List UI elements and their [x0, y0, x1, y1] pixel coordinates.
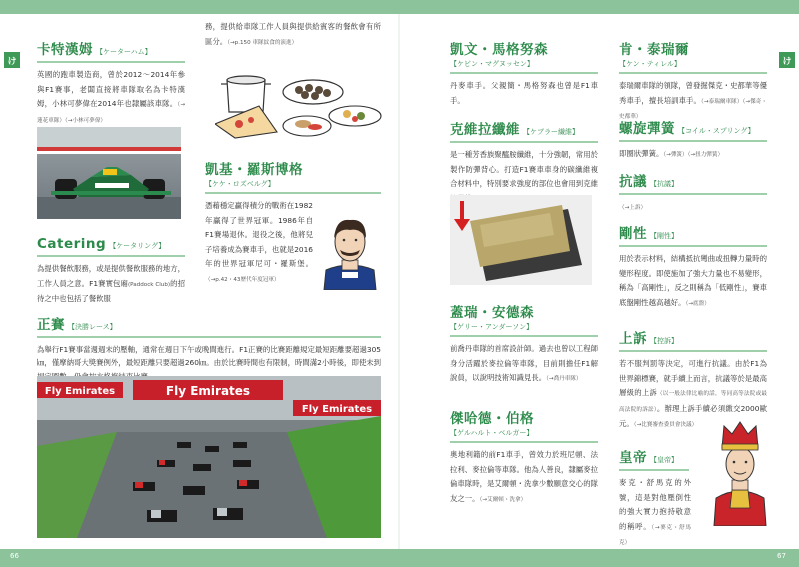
entry-title: 抗議 【抗議】 — [619, 174, 678, 190]
entry-body: （→上訴） — [619, 205, 647, 211]
kevlar-fiber-photo — [450, 195, 592, 285]
entry-catering-continued — [205, 20, 381, 50]
entry-body: 若不服判罰等決定，可進行抗議。由於F1為世界錦標賽，就手續上而言，抗議等於是最高層級的上訴（以一般法律比喻的話，等同高等法院或最高法院的訴訟）。辦理上訴手續必須繳交2000歐元。（→比賽審查委員會決議） — [619, 359, 768, 429]
title-rule — [450, 441, 598, 443]
entry-coil-spring — [619, 117, 767, 163]
entry-rigidity — [619, 222, 767, 311]
entry-body: 是一種芳香族聚醯胺纖維，十分強韌，常用於製作防彈背心。打造F1賽車車身的碳纖維複合材料中，特別要求強度的部位也會用到克維 — [450, 150, 598, 189]
top-color-band — [0, 0, 799, 14]
entry-title: 上訴 【控訴】 — [619, 331, 678, 347]
entry-body: 務，提供給車隊工作人員與提供給賓客的餐飲會有所區分。（→p.150 車隊紋食的演進） — [205, 22, 381, 46]
catering-food-illustration — [215, 62, 383, 140]
bottom-color-band — [0, 549, 799, 567]
title-rule — [37, 255, 185, 257]
entry-body: 丹麥車手。父親簡・馬格努森也曾是F1車手。 — [450, 81, 598, 105]
title-rule — [619, 140, 767, 142]
index-tab-right: け — [779, 52, 795, 68]
entry-title: 皇帝 【皇帝】 — [619, 450, 678, 466]
entry-title: 凱基・羅斯博格 — [205, 162, 303, 178]
entry-gerhard-berger — [450, 407, 598, 507]
title-rule — [450, 141, 598, 143]
page-gutter — [398, 14, 400, 549]
page-number-right: 67 — [777, 552, 786, 560]
entry-title: 肯・泰瑞爾 — [619, 42, 689, 58]
title-rule — [205, 192, 381, 194]
entry-title: 正賽 【決勝レース】 — [37, 317, 117, 333]
banner-left-text: Fly Emirates — [44, 386, 116, 397]
entry-subtitle: 【ケン・ティレル】 — [619, 60, 681, 68]
entry-body: 泰瑞爾車隊的領隊，曾發掘傑克・史都華等優秀車手，擅長培訓車手。（→泰瑞爾車隊）（→傑奇・史都華） — [619, 81, 767, 121]
entry-title: 傑哈德・伯格 — [450, 411, 534, 427]
entry-subtitle: 【ケケ・ロズベルグ】 — [205, 180, 275, 188]
entry-body: 英國的跑車製造商，曾於2012～2014年參與F1賽事，老闆直接將車隊取名為卡特漢姆，小林可夢偉在2014年也隸屬該車隊。（→蓮花車隊）（→小林可夢偉） — [37, 70, 186, 124]
entry-body: 麥克・舒馬克的外號，這是對他壓倒性的強大實力抱持敬意的稱呼。（→麥克・舒馬克） — [619, 478, 691, 547]
entry-kevlar-fiber — [450, 118, 598, 207]
entry-subtitle: 【ゲリー・アンダーソン】 — [450, 323, 534, 331]
entry-protest — [619, 170, 767, 216]
entry-body: 用於表示材料，結構抵抗彎曲或扭轉力量時的變形程度。即使施加了強大力量也不易變形，稱為「高剛性」，反之則稱為「低剛性」，賽車底盤剛性越高越好。（→底盤） — [619, 254, 767, 307]
title-rule — [619, 193, 767, 195]
entry-body: 即圈狀彈簧。（→彈簧）（→扭力彈簧） — [619, 149, 724, 158]
entry-body: 奧地利籍的前F1車手，曾效力於班尼頓、法拉利、麥拉倫等車隊。他為人善良，隸屬麥拉倫車隊時，是艾爾頓・洗拿少數願意交心的隊友之一。（→艾爾頓・洗拿） — [450, 450, 598, 503]
entry-body: 憑藉穩定贏得積分的戰術在1982年贏得了世界冠軍。1986年自F1賽場退休。退役之後，他將兒子培養成為賽車手，也就是2016年的世界冠軍尼可・羅斯堡。（→p.42・43歷代年度冠軍） — [205, 201, 313, 283]
entry-title: 卡特漢姆 【ケーターハム】 — [37, 42, 152, 58]
entry-grand-prix-race — [37, 313, 381, 383]
entry-subtitle: 【ケビン・マグヌッセン】 — [450, 60, 534, 68]
entry-title: 蓋瑞・安德森 — [450, 305, 534, 321]
page-number-left: 66 — [10, 552, 19, 560]
title-rule — [450, 335, 598, 337]
race-start-photo — [37, 376, 381, 538]
title-rule — [619, 469, 689, 471]
title-rule — [450, 72, 598, 74]
entry-title: 螺旋彈簧 【コイル・スプリング】 — [619, 121, 755, 137]
banner-right-text: Fly Emirates — [301, 404, 373, 415]
title-rule — [619, 350, 767, 352]
entry-body: 為提供餐飲服務，或是提供餐飲服務的地方，工作人員之意。F1賽實包廂(Paddock Club)的招待之中也包括了餐飲服 — [37, 264, 185, 304]
title-rule — [37, 336, 381, 338]
entry-subtitle: 【ゲルハルト・ベルガー】 — [450, 429, 534, 437]
keke-rosberg-illustration — [320, 208, 380, 290]
entry-gary-anderson — [450, 301, 598, 387]
entry-body: 為舉行F1賽事當週週末的壓軸，通常在週日下午或晚間進行。F1正賽的比賽距離規定最短距離要超過305㎞，僅摩納哥大獎賽例外，最短距離只要超過260㎞。由於比賽時間也有限制，時間滿2小時後，即使未到 — [37, 345, 382, 368]
entry-kevin-magnussen — [450, 38, 598, 108]
entry-title: 剛性 【剛性】 — [619, 226, 678, 242]
entry-caterham — [37, 38, 185, 128]
banner-main-text: Fly Emirates — [165, 384, 251, 398]
entry-ken-tyrrell — [619, 38, 767, 125]
title-rule — [619, 72, 767, 74]
entry-title: 凱文・馬格努森 — [450, 42, 548, 58]
entry-catering — [37, 236, 185, 307]
index-tab-left: け — [4, 52, 20, 68]
entry-body: 前喬丹車隊的首席設計師。過去也曾以工程師身分活躍於麥拉倫等車隊，目前則擔任F1解說員，以說明技術知識見長。（→喬丹車隊） — [450, 344, 598, 383]
caterham-car-photo — [37, 127, 181, 219]
entry-title: Catering 【ケータリング】 — [37, 236, 166, 252]
entry-title: 克維拉纖維 【ケブラー繊維】 — [450, 122, 579, 138]
title-rule — [619, 245, 767, 247]
title-rule — [37, 61, 185, 63]
emperor-illustration — [712, 418, 768, 526]
